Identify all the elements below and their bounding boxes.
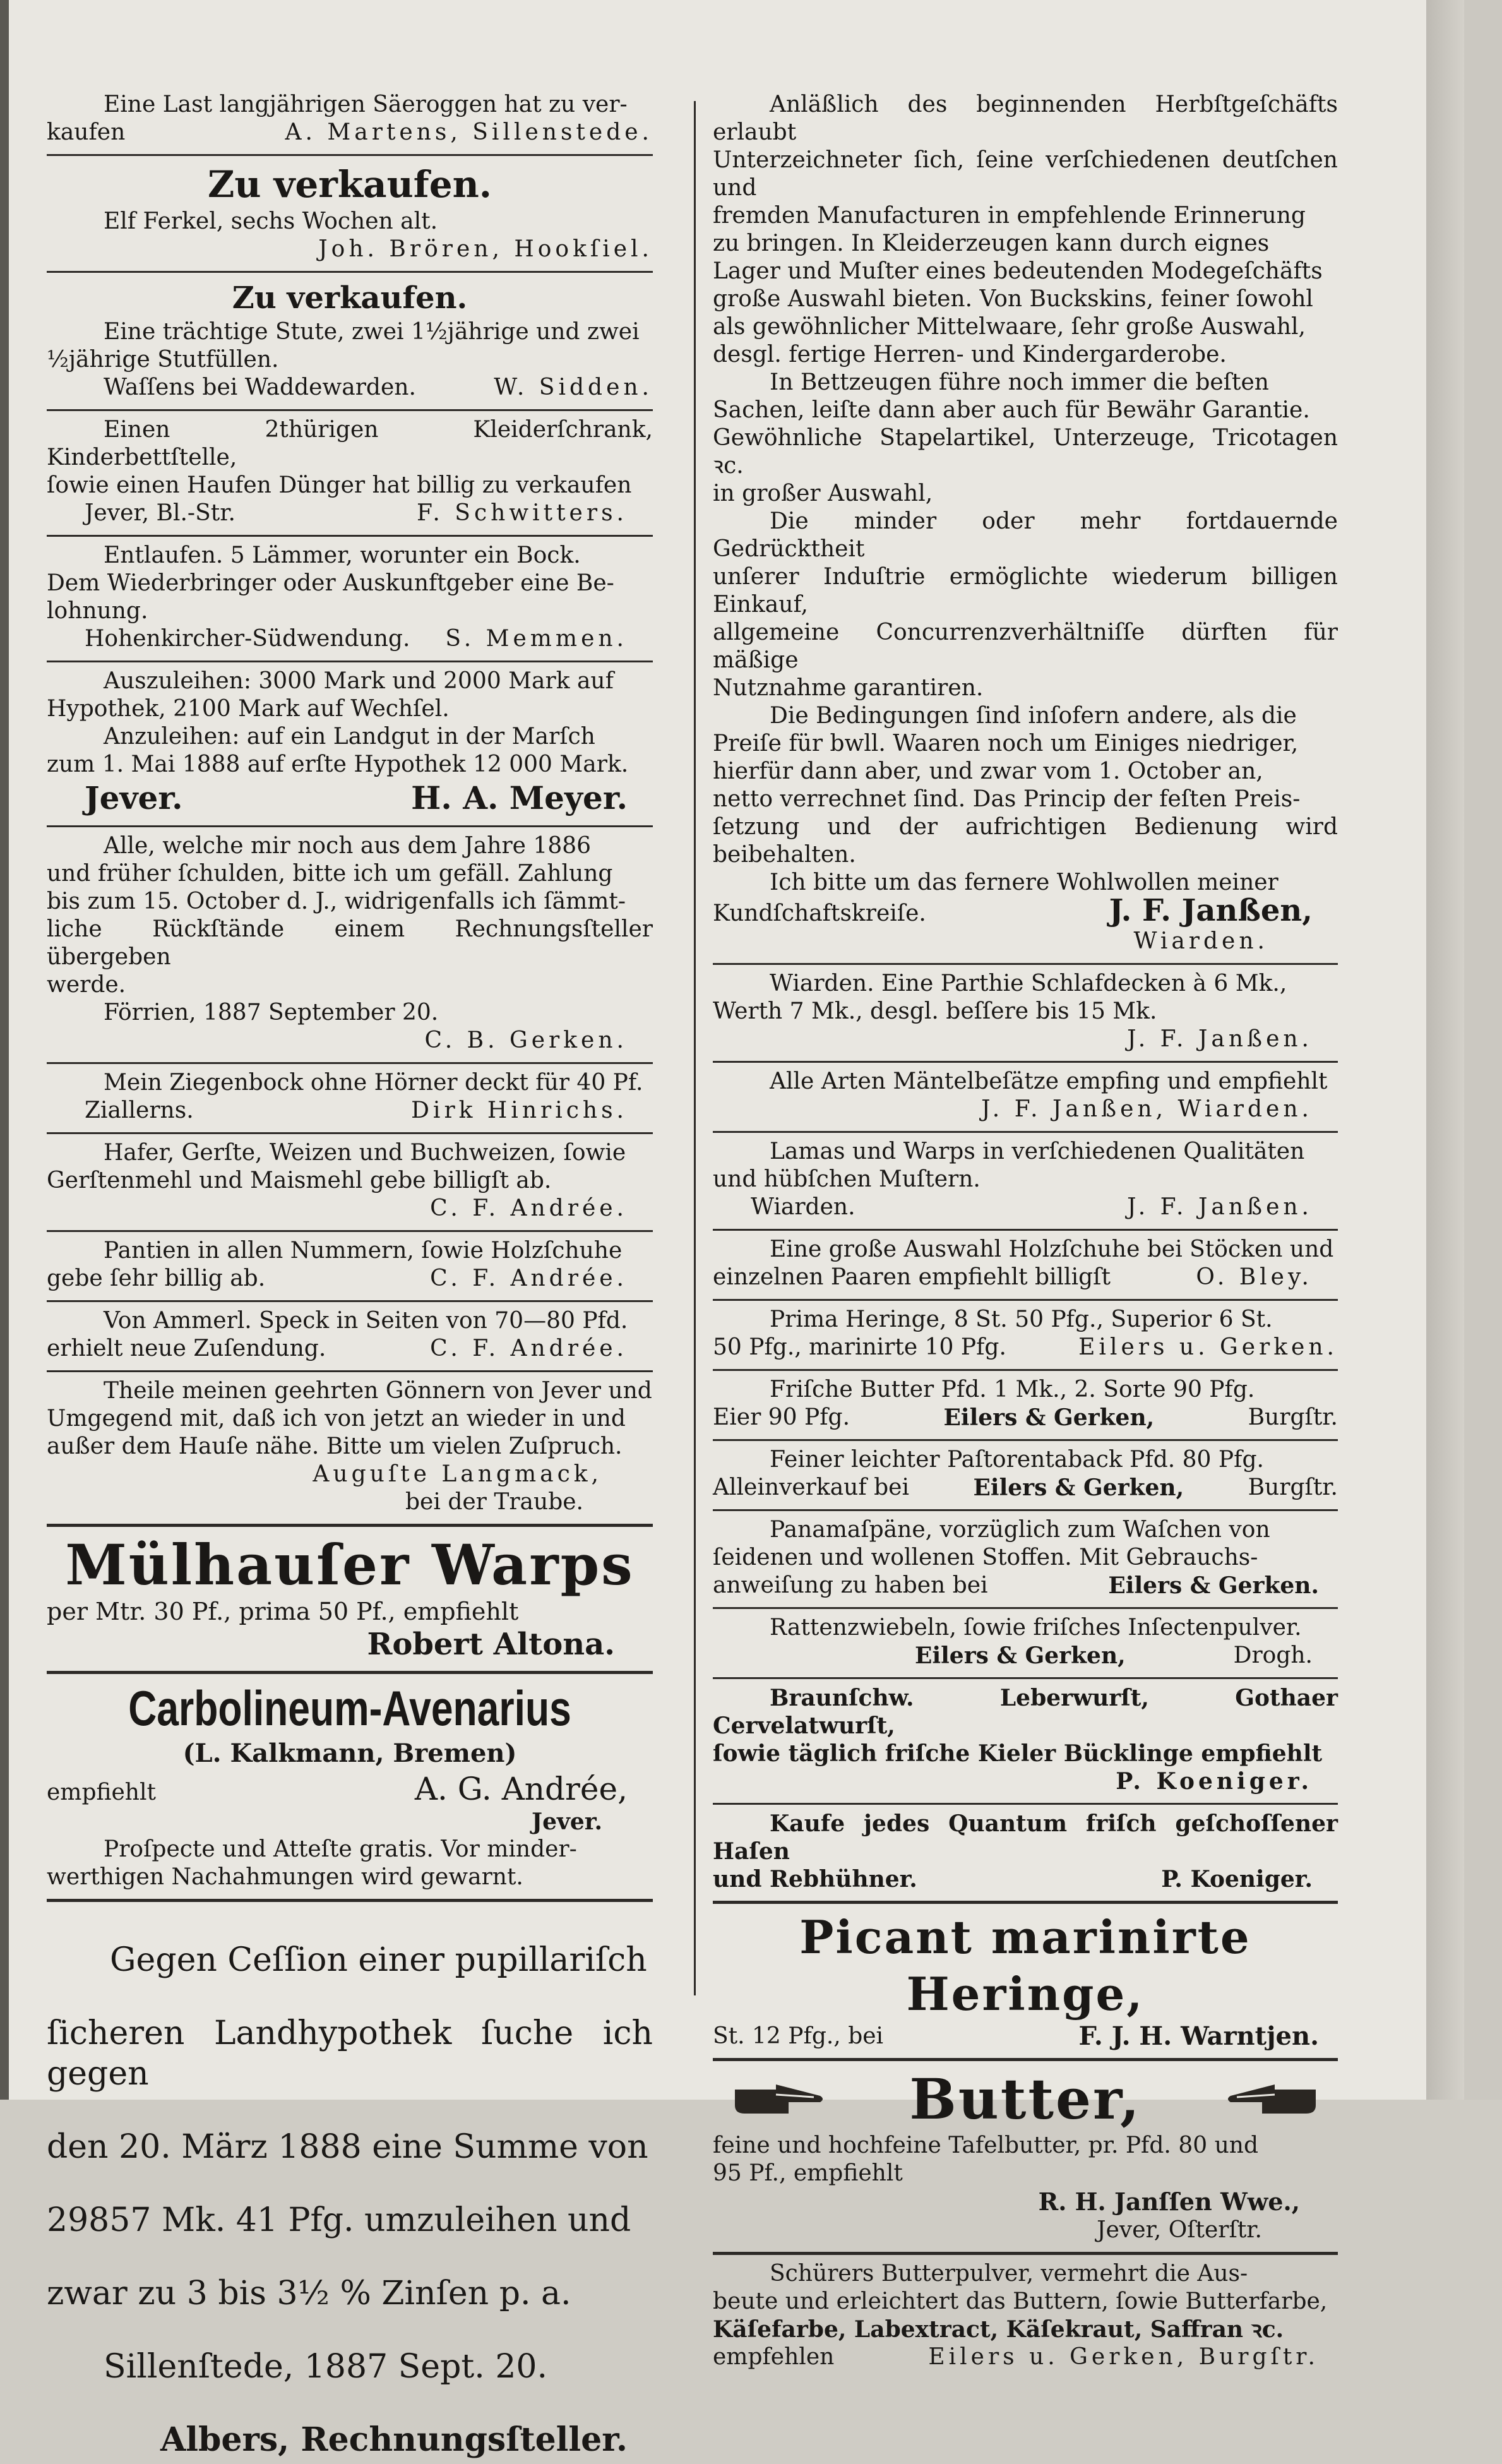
ad-text: Sachen, leiſte dann aber auch für Bewähr Garantie. (713, 397, 1310, 423)
ad-place: Wiarden. (1133, 928, 1268, 954)
ad-text: In Bettzeugen führe noch immer die beſten (770, 369, 1269, 395)
ad-ferkel (47, 158, 653, 267)
ad-text: Anläßlich des beginnenden Herbſtgeſchäfts erlaubt (713, 92, 1338, 145)
ad-sign-row (47, 1097, 653, 1125)
ad-butterpulver (713, 2258, 1338, 2375)
ad-signature: C. B. Gerken. (424, 1027, 628, 1053)
ad-text: Werth 7 Mk., desgl. beſſere bis 15 Mk. (713, 998, 1157, 1024)
divider (47, 1524, 653, 1527)
ad-text: Panamaſpäne, vorzüglich zum Waſchen von (770, 1517, 1270, 1543)
ad-butter (713, 2064, 1338, 2248)
ad-signature: S. Memmen. (445, 626, 628, 652)
ad-place: Burgſtr. (1248, 1474, 1338, 1500)
ad-text: Von Ammerl. Speck in Seiten von 70—80 Pfd. (104, 1308, 628, 1334)
ad-text: Einen 2thürigen Kleiderſchrank, Kinderbettſtelle, (47, 417, 653, 470)
divider (713, 1229, 1338, 1231)
ad-text: beute und erleichtert das Buttern, ſowie Butterfarbe, (713, 2288, 1328, 2314)
divider (713, 963, 1338, 965)
ad-text: den 20. März 1888 eine Summe von (47, 2128, 648, 2166)
ad-heading: Mülhauſer Warps (65, 1532, 635, 1598)
divider (713, 2252, 1338, 2255)
ad-text: 29857 Mk. 41 Pfg. umzuleihen und (47, 2201, 631, 2239)
ad-signature: H. A. Meyer. (411, 779, 628, 816)
ad-text: Eine große Auswahl Holzſchuhe bei Stöcken und (770, 1236, 1334, 1262)
ad-text: netto verrechnet ſind. Das Princip der feſten Preis- (713, 786, 1301, 812)
ad-sign-row (47, 119, 653, 147)
ad-entlaufen (47, 539, 653, 657)
ad-signature: Eilers u. Gerken, Burgſtr. (928, 2344, 1319, 2370)
ad-place: bei der Traube. (405, 1489, 583, 1515)
ad-text: in großer Auswahl, (713, 481, 933, 506)
ad-signature: C. F. Andrée. (430, 1336, 628, 1361)
divider (713, 1607, 1338, 1609)
ad-text: Nutznahme garantiren. (713, 675, 984, 701)
ad-signature: J. F. Janßen. (1127, 1026, 1313, 1052)
ad-schlafdecken (713, 967, 1338, 1057)
ad-text: Alle Arten Mäntelbeſätze empfing und empfiehlt (770, 1068, 1328, 1094)
ad-place: Jever, Oſterſtr. (1097, 2217, 1262, 2243)
ad-text: Gewöhnliche Stapelartikel, Unterzeuge, Tricotagen ꝛc. (713, 425, 1338, 479)
divider (47, 1300, 653, 1302)
ad-sign-row (47, 1335, 653, 1363)
ad-sign-row (713, 1264, 1338, 1291)
pointing-hand-right-icon (732, 2077, 826, 2121)
ad-text: ſowie einen Haufen Dünger hat billig zu verkaufen (47, 472, 632, 498)
ad-text: als gewöhnlicher Mittelwaare, ſehr große Auswahl, (713, 314, 1306, 340)
ad-text: Alle, welche mir noch aus dem Jahre 1886 (104, 833, 592, 859)
ad-text: Umgegend mit, daß ich von jetzt an wieder in und (47, 1406, 626, 1432)
ad-text: 50 Pfg., marinirte 10 Pfg. (713, 1334, 1006, 1360)
ad-text: Käſefarbe, Labextract, Käſekraut, Saffran ꝛc. (713, 2316, 1284, 2343)
ad-text: Die Bedingungen ſind inſofern andere, als die (770, 703, 1297, 729)
ad-text: und hübſchen Muſtern. (713, 1166, 980, 1192)
ad-maentelbesaetze (713, 1065, 1338, 1127)
ad-text: Lager und Muſter eines bedeutenden Modegeſchäfts (713, 258, 1323, 284)
ad-warps (47, 1529, 653, 1667)
ad-text: Gerſtenmehl und Maismehl gebe billigſt ab. (47, 1168, 552, 1193)
ad-text: hierfür dann aber, und zwar vom 1. October an, (713, 758, 1263, 784)
ad-text: empfehlen (713, 2344, 835, 2370)
ad-heading-row (713, 2066, 1338, 2132)
ad-text: Ich bitte um das fernere Wohlwollen meiner (770, 870, 1278, 895)
ad-text: Pantien in allen Nummern, ſowie Holzſchuhe (104, 1238, 623, 1264)
divider (47, 825, 653, 827)
divider (47, 1899, 653, 1902)
ad-text: Kaufe jedes Quantum friſch geſchoſſener Haſen (713, 1810, 1338, 1865)
ad-heading: Carbolineum-Avenarius (128, 1680, 571, 1736)
ad-text: Die minder oder mehr fortdauernde Gedrücktheit (713, 508, 1338, 562)
ad-text: werde. (47, 972, 126, 998)
ad-text: anweiſung zu haben bei (713, 1572, 988, 1598)
left-column (47, 88, 653, 2464)
ad-text: ſetzung und der aufrichtigen Bedienung wird beibehalten. (713, 814, 1338, 868)
divider (47, 1370, 653, 1372)
previous-page-edge (0, 0, 9, 2100)
ad-signature: W. Sidden. (494, 374, 653, 400)
ad-text: Entlaufen. 5 Lämmer, worunter ein Bock. (104, 542, 581, 568)
ad-text: Theile meinen geehrten Gönnern von Jever und (104, 1378, 652, 1404)
ad-signature: Eilers & Gerken, (915, 1642, 1126, 1669)
divider (47, 1062, 653, 1064)
ad-signature: Dirk Hinrichs. (411, 1097, 628, 1123)
ad-sign-row (47, 1770, 653, 1808)
ad-signature: J. F. Janßen, (1109, 893, 1313, 928)
ad-heading: Butter, (909, 2066, 1141, 2132)
ad-text: Wiarden. Eine Parthie Schlafdecken à 6 Mk., (770, 971, 1287, 996)
divider (47, 154, 653, 156)
ad-sign-row (713, 2343, 1338, 2371)
ad-text: 95 Pf., empfiehlt (713, 2160, 903, 2186)
ad-text: lohnung. (47, 598, 148, 624)
ad-signature: F. Schwitters. (417, 500, 628, 526)
ad-subheading: (L. Kalkmann, Bremen) (182, 1738, 517, 1768)
ad-text: St. 12 Pfg., bei (713, 2023, 884, 2049)
ad-signature: P. Koeniger. (1116, 1768, 1313, 1795)
ad-sign-row (713, 1474, 1338, 1502)
ad-sign-row (47, 1265, 653, 1293)
ad-place: Wiarden. (751, 1194, 855, 1220)
ad-sign-row (47, 374, 653, 402)
ad-sign-row (713, 1642, 1338, 1670)
ad-leberwurst (713, 1682, 1338, 1799)
ad-sign-row (47, 779, 653, 818)
divider (713, 1299, 1338, 1301)
ad-text: ſeidenen und wollenen Stoffen. Mit Gebrauchs- (713, 1545, 1258, 1570)
ad-signature: J. F. Janßen, Wiarden. (981, 1096, 1313, 1122)
ad-text: Eine trächtige Stute, zwei 1½jährige und zwei (104, 319, 640, 345)
ad-signature: Robert Altona. (367, 1627, 615, 1662)
ad-place: Waſſens bei Waddewarden. (104, 374, 416, 400)
ad-signature: R. H. Janſſen Wwe., (1038, 2187, 1300, 2216)
ad-sign-row (713, 1404, 1338, 1432)
divider (713, 1677, 1338, 1679)
divider (713, 1369, 1338, 1371)
ad-signature: Albers, Rechnungsſteller. (160, 2420, 628, 2459)
ad-sign-row (713, 1334, 1338, 1361)
ad-text: Anzuleihen: auf ein Landgut in der Marſch (104, 724, 595, 750)
pointing-hand-left-icon (1224, 2077, 1319, 2121)
divider (47, 271, 653, 273)
ad-place: Drogh. (1233, 1642, 1313, 1668)
right-column (713, 88, 1338, 2375)
ad-sign-row (713, 2023, 1338, 2050)
ad-text: allgemeine Concurrenzverhältniſſe dürften für mäßige (713, 619, 1338, 673)
ad-text: Hafer, Gerſte, Weizen und Buchweizen, ſowie (104, 1140, 626, 1166)
ad-signature: C. F. Andrée. (430, 1265, 628, 1291)
ad-text: bis zum 15. October d. J., widrigenfalls ich ſämmt- (47, 888, 626, 914)
divider (47, 535, 653, 537)
column-divider (694, 101, 696, 1995)
ad-date: Sillenſtede, 1887 Sept. 20. (104, 2348, 548, 2386)
ad-date: Förrien, 1887 September 20. (104, 1000, 439, 1026)
ad-text: Feiner leichter Paſtorentaback Pfd. 80 Pfg. (770, 1447, 1264, 1473)
ad-signature: Eilers & Gerken, (943, 1404, 1155, 1431)
ad-ziegenbock (47, 1067, 653, 1128)
ad-cession (47, 1905, 653, 2464)
ad-text: gebe ſehr billig ab. (47, 1265, 266, 1291)
ad-text: desgl. fertige Herren- und Kindergarderobe. (713, 342, 1227, 368)
ad-text: zum 1. Mai 1888 auf erſte Hypothek 12 000 Mark. (47, 751, 629, 777)
ad-text: zwar zu 3 bis 3½ % Zinſen p. a. (47, 2275, 571, 2312)
ad-saeroggen (47, 88, 653, 150)
divider (47, 1671, 653, 1674)
divider (713, 2058, 1338, 2061)
ad-text: Rattenzwiebeln, ſowie friſches Inſectenpulver. (770, 1615, 1302, 1641)
newspaper-page (9, 0, 1464, 2459)
ad-text: liche Rückſtände einem Rechnungsſteller übergeben (47, 916, 653, 970)
ad-text: ſicheren Landhypothek ſuche ich gegen (47, 2014, 653, 2093)
ad-text: und Rebhühner. (713, 1866, 917, 1893)
ad-sign-row (713, 1193, 1338, 1221)
ad-sign-row (713, 1572, 1338, 1600)
ad-lamas (713, 1135, 1338, 1225)
ad-rattenzwiebeln (713, 1612, 1338, 1673)
ad-place: Ziallerns. (85, 1097, 194, 1123)
ad-herbstgeschaeft (713, 88, 1338, 959)
ad-place: Jever. (532, 1809, 602, 1835)
ad-signature: O. Bley. (1196, 1264, 1313, 1290)
ad-text: Eine Last langjährigen Säeroggen hat zu ver- (104, 92, 628, 117)
ad-text: feine und hochfeine Tafelbutter, pr. Pfd. 80 und (713, 2132, 1258, 2158)
ad-stute (47, 275, 653, 405)
ad-signature: Auguſte Langmack, (313, 1461, 602, 1487)
ad-hafer (47, 1137, 653, 1226)
ad-panamaspaene (713, 1514, 1338, 1603)
ad-text: erhielt neue Zuſendung. (47, 1336, 326, 1361)
ad-text: Alleinverkauf bei (713, 1474, 909, 1500)
ad-text: einzelnen Paaren empfiehlt billigſt (713, 1264, 1111, 1290)
ad-place: Jever, Bl.-Str. (85, 500, 235, 526)
ad-schulden (47, 830, 653, 1058)
ad-holzschuhe (713, 1233, 1338, 1295)
ad-heading: Zu verkaufen. (207, 163, 492, 206)
ad-text: kaufen (47, 119, 126, 145)
ad-text: Braunſchw. Leberwurſt, Gothaer Cervelatwurſt, (713, 1685, 1338, 1739)
ad-signature: Eilers & Gerken, (973, 1474, 1184, 1501)
ad-text: Schürers Butterpulver, vermehrt die Aus- (770, 2261, 1248, 2287)
divider (47, 661, 653, 662)
ad-sign-row (47, 625, 653, 653)
divider (713, 1061, 1338, 1063)
ad-text: Friſche Butter Pfd. 1 Mk., 2. Sorte 90 Pfg. (770, 1377, 1255, 1402)
ad-text: Hypothek, 2100 Mark auf Wechſel. (47, 696, 450, 722)
ad-text: Unterzeichneter ſich, ſeine verſchiedenen deutſchen und (713, 147, 1338, 201)
divider (713, 1131, 1338, 1133)
ad-text: Auszuleihen: 3000 Mark und 2000 Mark auf (104, 668, 614, 694)
ad-text: Dem Wiederbringer oder Auskunftgeber eine Be- (47, 570, 614, 596)
ad-signature: A. Martens, Sillenstede. (285, 119, 653, 145)
ad-text: zu bringen. In Kleiderzeugen kann durch eignes (713, 230, 1270, 256)
ad-text: Kundſchaftskreiſe. (713, 900, 926, 926)
ad-carbolineum (47, 1677, 653, 1895)
divider (713, 1439, 1338, 1441)
ad-text: fremden Manufacturen in empfehlende Erinnerung (713, 203, 1306, 229)
ad-text: Preiſe für bwll. Waaren noch um Einiges niedriger, (713, 731, 1299, 757)
ad-heringe (713, 1303, 1338, 1365)
ad-pastorentaback (713, 1444, 1338, 1505)
ad-place: Jever. (85, 779, 183, 816)
ad-hasen (713, 1807, 1338, 1897)
ad-signature: C. F. Andrée. (430, 1195, 628, 1221)
divider (47, 409, 653, 411)
page-edge-shadow (1426, 0, 1464, 2100)
ad-sign-row (713, 1865, 1338, 1893)
ad-text: Elf Ferkel, sechs Wochen alt. (104, 208, 438, 234)
ad-text: unſerer Induſtrie ermöglichte wiederum billigen Einkauf, (713, 564, 1338, 618)
ad-text: Eier 90 Pfg. (713, 1404, 850, 1430)
ad-text: Mein Ziegenbock ohne Hörner deckt für 40 Pf. (104, 1070, 643, 1096)
ad-butter-eier (713, 1373, 1338, 1435)
ad-text: empfiehlt (47, 1779, 156, 1805)
ad-text: und früher ſchulden, bitte ich um gefäll. Zahlung (47, 861, 613, 887)
ad-signature: Eilers & Gerken. (1108, 1572, 1319, 1599)
divider (713, 1803, 1338, 1805)
ad-auszuleihen (47, 665, 653, 822)
ad-sign-row (47, 499, 653, 527)
ad-picant-heringe (713, 1906, 1338, 2054)
ad-text: ½jährige Stutfüllen. (47, 347, 279, 373)
divider (713, 1509, 1338, 1511)
ad-text: außer dem Hauſe nähe. Bitte um vielen Zuſpruch. (47, 1433, 623, 1459)
ad-naeherin (47, 1375, 653, 1520)
divider (713, 1901, 1338, 1904)
divider (47, 1132, 653, 1134)
ad-pantien (47, 1235, 653, 1296)
ad-sign-row (713, 893, 1338, 928)
ad-text: per Mtr. 30 Pf., prima 50 Pf., empfiehlt (47, 1598, 519, 1625)
ad-signature: F. J. H. Warntjen. (1078, 2021, 1319, 2051)
ad-place: Burgſtr. (1248, 1404, 1338, 1430)
ad-signature: J. F. Janßen. (1127, 1194, 1313, 1220)
ad-text: Lamas und Warps in verſchiedenen Qualitäten (770, 1139, 1305, 1164)
ad-heading: Zu verkaufen. (232, 280, 468, 316)
ad-place: Hohenkircher-Südwendung. (85, 626, 410, 652)
ad-text: Prima Heringe, 8 St. 50 Pfg., Superior 6 St. (770, 1307, 1273, 1332)
ad-text: ſowie täglich friſche Kieler Bücklinge empfiehlt (713, 1740, 1323, 1767)
ad-speck (47, 1305, 653, 1367)
ad-heading: Picant marinirte Heringe, (799, 1910, 1251, 2021)
divider (47, 1230, 653, 1232)
ad-text: Gegen Ceſſion einer pupillariſch (110, 1941, 647, 1979)
ad-signature: Joh. Brören, Hookſiel. (318, 236, 653, 262)
ad-signature: A. G. Andrée, (414, 1771, 628, 1807)
ad-text: werthigen Nachahmungen wird gewarnt. (47, 1864, 523, 1890)
ad-kleiderschrank (47, 414, 653, 531)
ad-signature: Eilers u. Gerken. (1078, 1334, 1338, 1360)
ad-text: Proſpecte und Atteſte gratis. Vor minder- (104, 1836, 577, 1862)
ad-signature: P. Koeniger. (1161, 1866, 1313, 1893)
ad-text: große Auswahl bieten. Von Buckskins, feiner ſowohl (713, 286, 1313, 312)
